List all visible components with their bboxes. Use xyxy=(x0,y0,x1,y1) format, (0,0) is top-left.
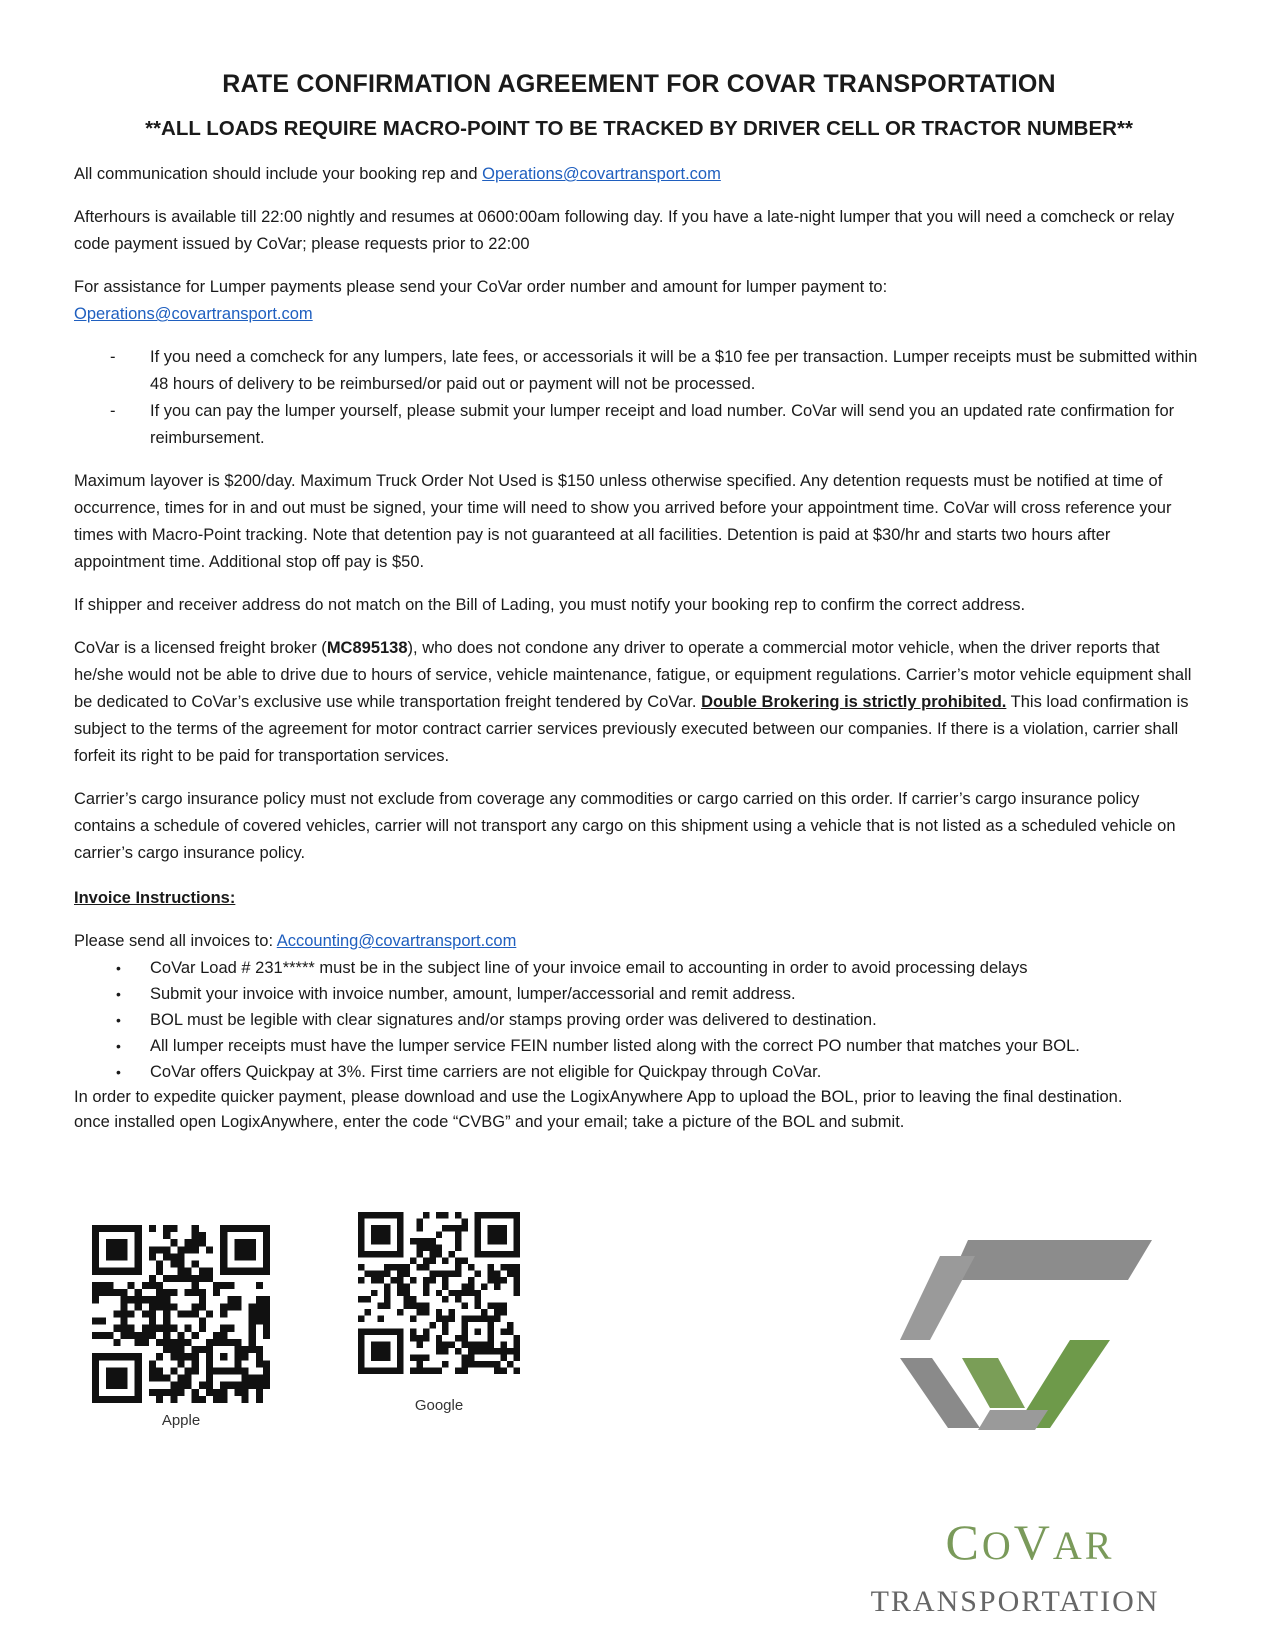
mc-number: MC895138 xyxy=(326,639,408,657)
address-notice: If shipper and receiver address do not match on the Bill of Lading, you must notify your booking rep to confirm the correct address. xyxy=(74,596,1026,614)
list-item: • Submit your invoice with invoice number, amount, lumper/accessorial and remit address. xyxy=(116,985,796,1003)
document-body xyxy=(74,70,1204,1135)
list-item: • CoVar offers Quickpay at 3%. First time carriers are not eligible for Quickpay through CoVar. xyxy=(116,1063,822,1081)
install-instructions: once installed open LogixAnywhere, enter the code “CVBG” and your email; take a picture of the BOL and submit. xyxy=(74,1113,905,1131)
document-title: RATE CONFIRMATION AGREEMENT FOR COVAR TRANSPORTATION xyxy=(222,70,1056,98)
dash-item: - If you need a comcheck for any lumpers, late fees, or accessorials it will be a $10 fee per transaction. Lumper receipts must be submitted within 48 hours of delivery to be reimbursed/or paid out or payment will not be processed. xyxy=(110,348,1198,393)
apple-qr-label: Apple xyxy=(161,1412,201,1429)
logo-top-bar xyxy=(950,1240,1152,1280)
logo-left-chevron xyxy=(900,1256,975,1340)
layover-paragraph: Maximum layover is $200/day. Maximum Truck Order Not Used is $150 unless otherwise specified. Any detention requests must be notified at time of occurrence, times for in and out must be signed, your time will need to show you arrived before your appointment time. CoVar will cross reference your times with Macro-Point tracking. Note that detention pay is not guaranteed at all facilities. Detention is paid at $30/hr and starts two hours after appointment time. Additional stop off pay is $50. xyxy=(74,472,1172,571)
lumper-dash-list xyxy=(74,344,1204,452)
google-qr-label: Google xyxy=(414,1397,464,1414)
google-qr-code-icon[interactable] xyxy=(358,1212,520,1374)
list-item: • CoVar Load # 231***** must be in the subject line of your invoice email to accounting in order to avoid processing delays xyxy=(116,959,1028,977)
apple-qr-block[interactable] xyxy=(92,1225,270,1429)
afterhours-paragraph: Afterhours is available till 22:00 nightly and resumes at 0600:00am following day. If you have a late-night lumper that you will need a comcheck or relay code payment issued by CoVar; please requests prior to 22:00 xyxy=(74,208,1175,253)
broker-paragraph: CoVar is a licensed freight broker (MC895138), who does not condone any driver to operate a commercial motor vehicle, when the driver reports that he/she would not be able to drive due to hours of service, vehicle maintenance, fatigue, or equipment regulations. Carrier’s motor vehicle equipment shall be dedicated to CoVar’s exclusive use while transportation freight tendered by CoVar. Double Brokering is strictly prohibited. This load confirmation is subject to the terms of the agreement for motor contract carrier services previously executed between our companies. If there is a violation, carrier shall forfeit its right to be paid for transportation services. xyxy=(74,639,1192,765)
operations-email-link-2[interactable]: Operations@covartransport.com xyxy=(74,305,313,323)
apple-qr-code-icon[interactable] xyxy=(92,1225,270,1403)
accounting-email-link[interactable]: Accounting@covartransport.com xyxy=(276,932,517,950)
tracking-requirement: **ALL LOADS REQUIRE MACRO-POINT TO BE TRACKED BY DRIVER CELL OR TRACTOR NUMBER** xyxy=(145,117,1133,140)
lumper-paragraph: For assistance for Lumper payments please send your CoVar order number and amount for lumper payment to: Operations@covartransport.com xyxy=(74,278,888,323)
list-item: • BOL must be legible with clear signatures and/or stamps proving order was delivered to destination. xyxy=(116,1011,877,1029)
dash-item: - If you can pay the lumper yourself, please submit your lumper receipt and load number. CoVar will send you an updated rate confirmation for reimbursement. xyxy=(110,402,1175,447)
covar-logo-icon xyxy=(880,1240,1180,1430)
insurance-paragraph: Carrier’s cargo insurance policy must not exclude from coverage any commodities or cargo carried on this order. If carrier’s cargo insurance policy contains a schedule of covered vehicles, carrier will not transport any cargo on this shipment using a vehicle that is not listed as a scheduled vehicle on carrier’s cargo insurance policy. xyxy=(74,790,1176,862)
logo-subtitle: TRANSPORTATION xyxy=(870,1585,1160,1618)
logo-wordmark: COVAR xyxy=(945,1514,1115,1570)
google-qr-block[interactable] xyxy=(358,1212,520,1414)
invoice-send-line: Please send all invoices to: Accounting@covartransport.com xyxy=(74,932,517,950)
invoice-heading: Invoice Instructions: xyxy=(74,889,236,907)
list-item: • All lumper receipts must have the lumper service FEIN number listed along with the correct PO number that matches your BOL. xyxy=(116,1037,1080,1055)
operations-email-link[interactable]: Operations@covartransport.com xyxy=(482,165,721,183)
communication-paragraph: All communication should include your booking rep and Operations@covartransport.com xyxy=(74,165,721,183)
double-brokering-notice: Double Brokering is strictly prohibited. xyxy=(701,693,1007,711)
logo-middle-green xyxy=(962,1358,1025,1408)
expedite-paragraph: In order to expedite quicker payment, please download and use the LogixAnywhere App to upload the BOL, prior to leaving the final destination. xyxy=(74,1088,1123,1106)
invoice-bullet-list xyxy=(74,955,1204,1085)
